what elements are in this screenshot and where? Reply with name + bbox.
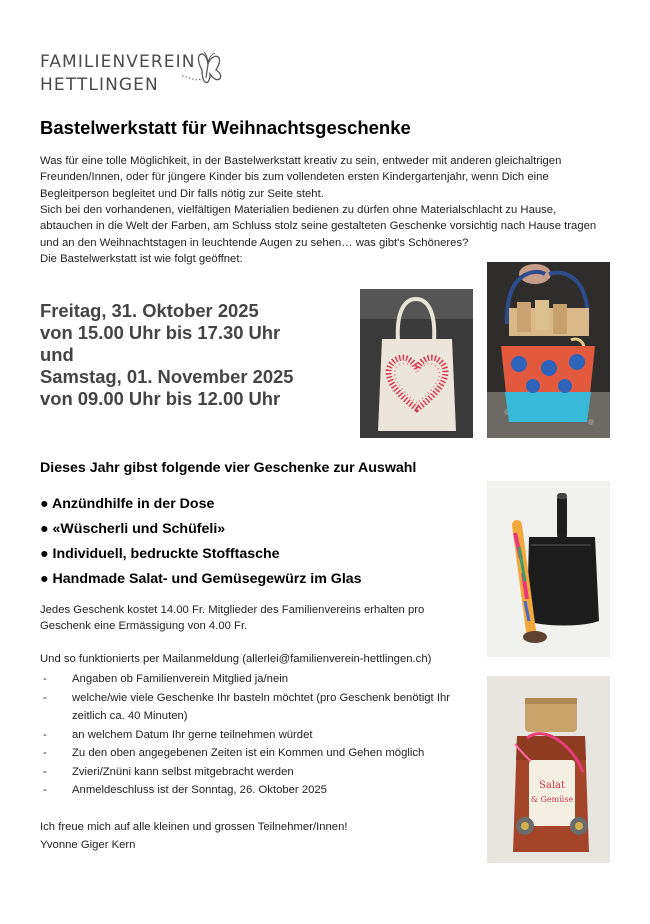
- logo-line-1: FAMILIENVEREIN: [40, 52, 196, 72]
- butterfly-icon: [182, 48, 230, 94]
- step-item: - Zu den oben angegebenen Zeiten ist ein Kommen und Gehen möglich: [43, 747, 425, 759]
- gift-item: ● Anzündhilfe in der Dose: [40, 496, 215, 512]
- signup-steps: [40, 670, 480, 800]
- date-conjunction: und: [40, 344, 74, 365]
- gift-item: ● «Wüscherli und Schüfeli»: [40, 521, 226, 537]
- logo: [40, 48, 230, 96]
- step-item: - Angaben ob Familienverein Mitglied ja/nein: [43, 673, 289, 685]
- jar-label-line-2: & Gemüse: [530, 795, 574, 804]
- gift-item: ● Handmade Salat- und Gemüsegewürz im Glas: [40, 571, 362, 587]
- signature: Yvonne Giger Kern: [40, 839, 136, 851]
- time-line-1: von 15.00 Uhr bis 17.30 Uhr: [40, 322, 281, 343]
- opening-note: Die Bastelwerkstatt ist wie folgt geöffnet:: [40, 253, 243, 265]
- closing: [40, 818, 348, 854]
- tote-bag-photo: [360, 289, 473, 438]
- step-item: - Zvieri/Znüni kann selbst mitgebracht werden: [43, 765, 294, 778]
- jar-label-line-1: Salat: [539, 780, 565, 791]
- gift-list: [40, 492, 362, 592]
- time-line-2: von 09.00 Uhr bis 12.00 Uhr: [40, 388, 281, 409]
- gift-item: ● Individuell, bedruckte Stofftasche: [40, 546, 280, 562]
- closing-text: Ich freue mich auf alle kleinen und grossen Teilnehmer/Innen!: [40, 821, 348, 833]
- intro-paragraph-1: Was für eine tolle Möglichkeit, in der Bastelwerkstatt kreativ zu sein, entweder mit anderen gleichaltrigen Freunden/Innen, oder für jüngere Kinder bis zum vollendeten ersten Kindergartenjahr, wenn Dich eine Begleitperson begleitet und Dir falls nötig zur Seite steht.: [40, 155, 562, 200]
- gifts-heading: Dieses Jahr gibst folgende vier Geschenke zur Auswahl: [40, 460, 417, 476]
- step-item: - welche/wie viele Geschenke Ihr basteln möchtet (pro Geschenk benötigt Ihr zeitlich ca. 40 Minuten): [43, 691, 451, 722]
- date-line-1: Freitag, 31. Oktober 2025: [40, 300, 259, 321]
- event-dates: [40, 300, 294, 410]
- signup-intro: Und so funktionierts per Mailanmeldung (allerlei@familienverein-hettlingen.ch): [40, 653, 432, 665]
- step-item: - an welchem Datum Ihr gerne teilnehmen würdet: [43, 728, 313, 741]
- page-title: Bastelwerkstatt für Weihnachtsgeschenke: [40, 117, 411, 138]
- price-info: Jedes Geschenk kostet 14.00 Fr. Mitglieder des Familienvereins erhalten pro Geschenk eine Ermässigung von 4.00 Fr.: [40, 604, 425, 632]
- logo-line-2: HETTLINGEN: [40, 75, 159, 95]
- fire-starter-basket-photo: [487, 262, 610, 438]
- step-item: - Anmeldeschluss ist der Sonntag, 26. Oktober 2025: [43, 784, 327, 796]
- spice-jar-photo: [487, 676, 610, 863]
- intro-paragraph-2: Sich bei den vorhandenen, vielfältigen Materialien bedienen zu dürfen ohne Materialschlacht zu Hause, abtauchen in die Welt der Farben, am Schluss stolz seine gestalteten Geschenke vorsichtig nach Hause tragen und an den Weihnachtstagen in leuchtende Augen zu sehen… was gibt's Schöneres?: [40, 204, 597, 249]
- dustpan-brush-photo: [487, 481, 610, 657]
- date-line-2: Samstag, 01. November 2025: [40, 366, 294, 387]
